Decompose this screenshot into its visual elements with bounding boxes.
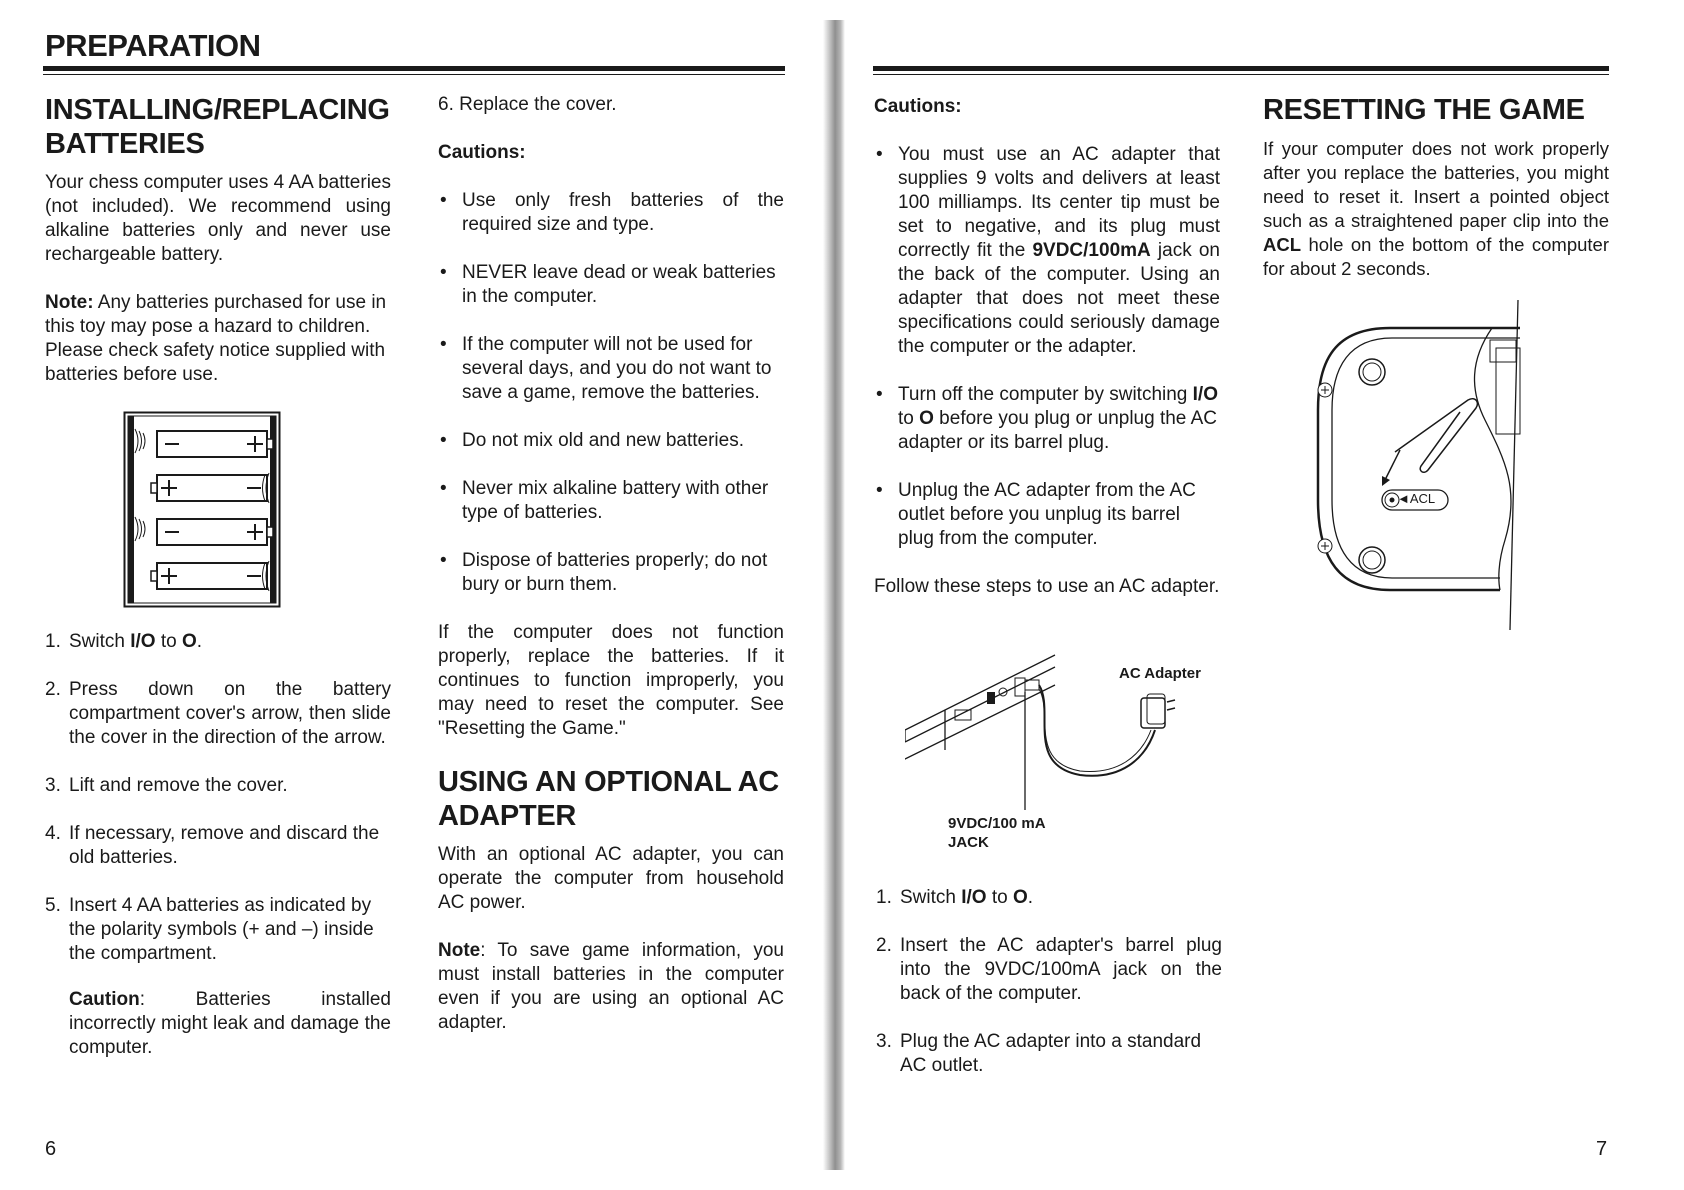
step-number: 3. xyxy=(45,775,61,796)
step-text: . xyxy=(196,631,203,652)
batteries-intro: Your chess computer uses 4 AA batteries (not included). We recommend using alkaline batteries only and never use rechargeable battery. xyxy=(45,172,391,265)
batteries-note xyxy=(45,291,391,387)
step-text: Switch xyxy=(900,887,962,908)
reset-text-part: hole on the bottom of the computer for about 2 seconds. xyxy=(1263,234,1609,279)
reset-text xyxy=(1263,137,1609,281)
cautions-label: Cautions: xyxy=(874,96,962,117)
step-number: 3. xyxy=(876,1031,892,1052)
step-text: to xyxy=(986,887,1013,908)
step-text: Press down on the battery compartment cover's arrow, then slide the cover in the direction of the arrow. xyxy=(69,679,391,748)
battery-3 xyxy=(135,517,273,545)
list-item: • If the computer will not be used for several days, and you do not want to save a game, remove the batteries. xyxy=(438,333,784,405)
caution-bold: 9VDC/100mA xyxy=(1032,240,1151,261)
step-6 xyxy=(438,93,784,117)
step-number: 4. xyxy=(45,823,61,844)
step-number: 6. xyxy=(438,94,454,115)
caution-bold: O xyxy=(919,408,934,429)
list-item: • NEVER leave dead or weak batteries in the computer. xyxy=(438,261,784,309)
header-rule-right xyxy=(873,66,1609,71)
battery-steps xyxy=(45,630,391,1084)
ac-adapter-steps xyxy=(876,886,1222,1102)
acl-label: ◄ACL xyxy=(1397,491,1436,506)
ac-adapter-plug-icon xyxy=(1141,694,1175,728)
page-number-right: 7 xyxy=(1596,1138,1608,1160)
battery-compartment-figure xyxy=(123,411,283,611)
step-number: 5. xyxy=(45,895,61,916)
step-number: 2. xyxy=(45,679,61,700)
reset-text-bold: ACL xyxy=(1263,234,1302,255)
caution-label: Caution xyxy=(69,989,140,1010)
step-text: Insert 4 AA batteries as indicated by the polarity symbols (+ and –) inside the compartment. xyxy=(69,895,374,964)
list-item: • Do not mix old and new batteries. xyxy=(438,429,784,453)
column-batteries xyxy=(45,93,391,611)
section-heading-reset: RESETTING THE GAME xyxy=(1263,94,1585,126)
step-text: Plug the AC adapter into a standard AC outlet. xyxy=(900,1031,1202,1076)
cautions-label: Cautions: xyxy=(438,142,526,163)
list-item xyxy=(45,678,391,750)
step-text: to xyxy=(155,631,182,652)
caution-text: before you plug or unplug the AC adapter or its barrel plug. xyxy=(898,408,1217,453)
step-bold: I/O xyxy=(130,631,156,652)
book-spine xyxy=(823,20,845,1170)
figure-label-ac-adapter: AC Adapter xyxy=(1119,665,1201,682)
step-number: 1. xyxy=(876,887,892,908)
step-text: Switch xyxy=(69,631,131,652)
caution-text: : Batteries installed incorrectly might leak and damage the computer. xyxy=(69,989,391,1058)
note-label: Note: xyxy=(45,292,94,313)
column-ac-cautions xyxy=(874,95,1220,623)
list-item xyxy=(876,934,1222,1006)
note-text: Any batteries purchased for use in this toy may pose a hazard to children. Please check safety notice supplied with batteries before use. xyxy=(45,292,387,385)
troubleshoot-text: If the computer does not function properly, replace the batteries. If it continues to function improperly, you may need to reset the computer. See "Resetting the Game." xyxy=(438,622,784,739)
column-cautions xyxy=(438,93,784,1059)
step-number: 2. xyxy=(876,935,892,956)
list-item: • Use only fresh batteries of the required size and type. xyxy=(438,189,784,237)
step-bold: I/O xyxy=(961,887,987,908)
list-item xyxy=(45,894,391,966)
section-heading-batteries: INSTALLING/REPLACING BATTERIES xyxy=(45,94,390,160)
follow-steps-text: Follow these steps to use an AC adapter. xyxy=(874,576,1220,597)
step-number: 1. xyxy=(45,631,61,652)
page-title: PREPARATION xyxy=(45,28,261,63)
header-rule-right-thin xyxy=(873,74,1609,75)
list-item: • Never mix alkaline battery with other type of batteries. xyxy=(438,477,784,525)
list-item xyxy=(876,1030,1222,1078)
caution-text: Turn off the computer by switching xyxy=(898,384,1193,405)
note-text: : To save game information, you must install batteries in the computer even if you are using an optional AC adapter. xyxy=(438,940,784,1033)
header-rule-left-thin xyxy=(43,74,785,75)
step-bold: O xyxy=(182,631,197,652)
caution-text: You must use an AC adapter that supplies 9 volts and delivers at least 100 milliamps. Its center tip must be set to negative, and its plug must correctly fit the xyxy=(898,144,1220,261)
figure-label-jack-1: 9VDC/100 mA xyxy=(948,815,1046,832)
reset-figure xyxy=(1310,300,1540,630)
step-bold: O xyxy=(1013,887,1028,908)
list-item xyxy=(874,143,1220,359)
battery-diagram xyxy=(123,411,283,611)
reset-text-part: If your computer does not work properly after you replace the batteries, you might need to reset it. Insert a pointed object such as a straightened paper clip into the xyxy=(1263,138,1609,231)
battery-4 xyxy=(151,561,269,591)
step-text: Insert the AC adapter's barrel plug into the 9VDC/100mA jack on the back of the computer. xyxy=(900,935,1222,1004)
reset-diagram xyxy=(1310,300,1540,630)
list-item: • Dispose of batteries properly; do not bury or burn them. xyxy=(438,549,784,597)
list-item xyxy=(874,383,1220,455)
paper-clip-icon xyxy=(1382,399,1477,486)
list-item xyxy=(876,886,1222,910)
step-text: Replace the cover. xyxy=(459,94,617,115)
note-label: Note xyxy=(438,940,481,961)
list-item xyxy=(45,774,391,798)
battery-2 xyxy=(151,473,269,503)
section-heading-ac-adapter: USING AN OPTIONAL AC ADAPTER xyxy=(438,766,779,832)
step-text: Lift and remove the cover. xyxy=(69,775,288,796)
step-text: . xyxy=(1027,887,1034,908)
header-rule-left xyxy=(43,66,785,71)
caution-bold: I/O xyxy=(1192,384,1218,405)
list-item: • Unplug the AC adapter from the AC outlet before you unplug its barrel plug from the computer. xyxy=(874,479,1220,551)
column-reset xyxy=(1263,93,1609,305)
step-text: If necessary, remove and discard the old batteries. xyxy=(69,823,380,868)
ac-adapter-intro: With an optional AC adapter, you can operate the computer from household AC power. xyxy=(438,844,784,913)
list-item xyxy=(45,630,391,654)
battery-1 xyxy=(135,429,273,457)
ac-adapter-note xyxy=(438,939,784,1035)
figure-label-jack-2: JACK xyxy=(948,834,989,851)
caution-text: to xyxy=(898,408,920,429)
caution-text: jack on the back of the computer. Using an adapter that does not meet these specifications could seriously damage the computer or the adapter. xyxy=(898,240,1220,357)
battery-caution xyxy=(45,988,391,1060)
list-item xyxy=(45,822,391,870)
page-number-left: 6 xyxy=(45,1138,57,1160)
